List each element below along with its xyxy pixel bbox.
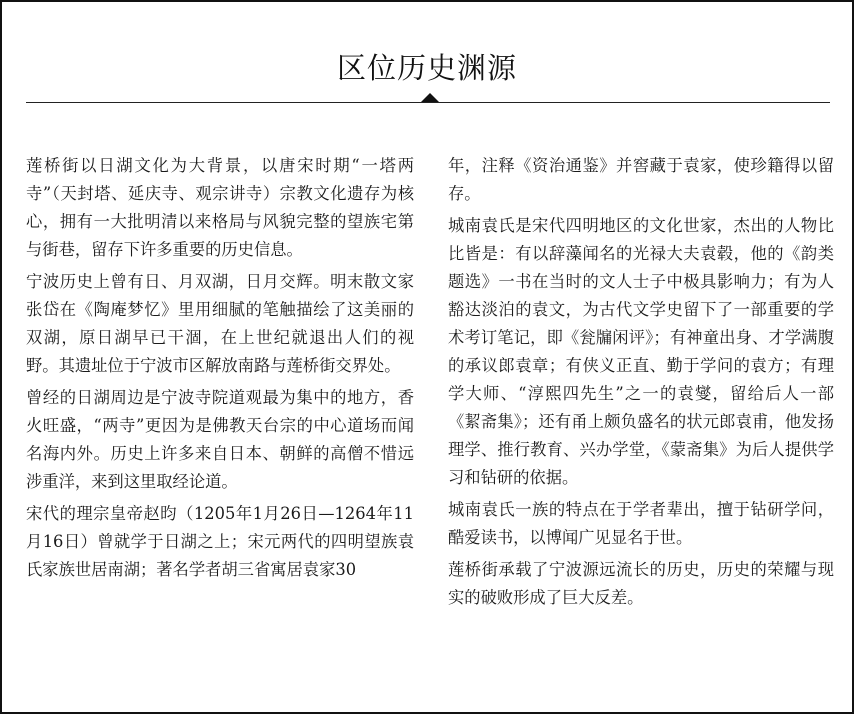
- paragraph: 宁波历史上曾有日、月双湖，日月交辉。明末散文家张岱在《陶庵梦忆》里用细腻的笔触描绘了这美丽的双湖，原日湖早已干涸，在上世纪就退出人们的视野。其遗址位于宁波市区解放南路与莲桥街交界处。: [26, 272, 414, 375]
- divider-triangle-icon: [421, 93, 439, 102]
- right-column: [448, 152, 834, 616]
- paragraph: 城南袁氏一族的特点在于学者辈出，擅于钻研学问，酷爱读书，以博闻广见显名于世。: [448, 500, 834, 547]
- paragraph: 城南袁氏是宋代四明地区的文化世家，杰出的人物比比皆是：有以辞藻闻名的光禄大夫袁毂，他的《韵类题选》一书在当时的文人士子中极具影响力；有为人豁达淡泊的袁文，为古代文学史留下了一部重要的学术考订笔记，即《瓮牖闲评》；有神童出身、才学满腹的承议郎袁章；有侠义正直、勤于学问的袁方；有理学大师、“淳熙四先生”之一的袁燮，留给后人一部《絜斋集》；还有甬上颇负盛名的状元郎袁甫，他发扬理学、推行教育、兴办学堂，《蒙斋集》为后人提供学习和钻研的依据。: [448, 216, 834, 487]
- left-column: [26, 152, 414, 588]
- paragraph: 莲桥街以日湖文化为大背景，以唐宋时期“一塔两寺”（天封塔、延庆寺、观宗讲寺）宗教文化遗存为核心，拥有一大批明清以来格局与风貌完整的望族宅第与街巷，留存下许多重要的历史信息。: [26, 156, 414, 259]
- paragraph: 年，注释《资治通鉴》并窖藏于袁家，使珍籍得以留存。: [448, 156, 834, 203]
- paragraph: 宋代的理宗皇帝赵昀（1205年1月26日—1264年11月16日）曾就学于日湖之上；宋元两代的四明望族袁氏家族世居南湖；著名学者胡三省寓居袁家30: [26, 504, 414, 579]
- paragraph: 莲桥街承载了宁波源远流长的历史，历史的荣耀与现实的破败形成了巨大反差。: [448, 560, 834, 607]
- title-divider: [26, 102, 830, 103]
- paragraph: 曾经的日湖周边是宁波寺院道观最为集中的地方，香火旺盛，“两寺”更因为是佛教天台宗的中心道场而闻名海内外。历史上许多来自日本、朝鲜的高僧不惜远涉重洋，来到这里取经论道。: [26, 388, 414, 491]
- section-title: 区位历史渊源: [336, 51, 517, 85]
